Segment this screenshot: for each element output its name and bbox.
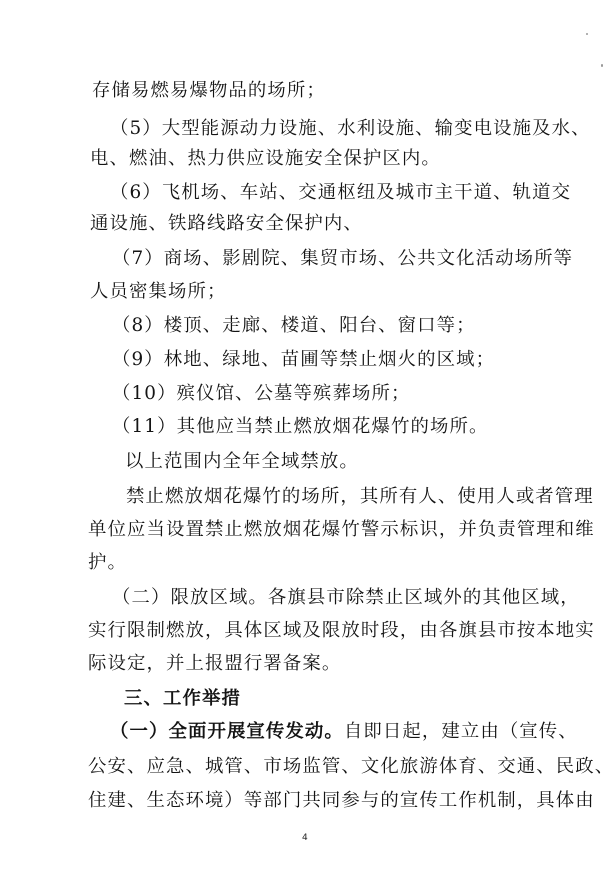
text-line: 存储易燃易爆物品的场所；	[92, 80, 326, 101]
text-line: 禁止燃放烟花爆竹的场所，其所有人、使用人或者管理	[126, 486, 594, 507]
text-line: 实行限制燃放，具体区域及限放时段，由各旗县市按本地实	[88, 620, 595, 641]
text-line: 护。	[88, 552, 127, 573]
text-line: （10）殡仪馆、公墓等殡葬场所；	[112, 383, 411, 404]
text-line: 电、燃油、热力供应设施安全保护区内。	[90, 148, 441, 169]
scan-speck	[601, 64, 603, 67]
text-line: 公安、应急、城管、市场监管、文化旅游体育、交通、民政、	[88, 756, 615, 777]
text-line: （11）其他应当禁止燃放烟花爆竹的场所。	[112, 416, 489, 437]
text-line: 通设施、铁路线路安全保护内、	[90, 213, 363, 234]
text-line: 单位应当设置禁止燃放烟花爆竹警示标识，并负责管理和维	[88, 519, 595, 540]
text-line: （二）限放区域。各旗县市除禁止区域外的其他区域，	[112, 587, 580, 608]
text-line: （5）大型能源动力设施、水利设施、输变电设施及水、	[110, 118, 591, 139]
section-heading: 三、工作举措	[124, 688, 241, 709]
lead-continuation: 自即日起，建立由（宣传、	[343, 721, 578, 742]
text-line: 际设定，并上报盟行署备案。	[88, 653, 342, 674]
text-line: 人员密集场所；	[90, 281, 227, 302]
text-line: 以上范围内全年全域禁放。	[125, 451, 359, 472]
text-line: （9）林地、绿地、苗圃等禁止烟火的区域；	[112, 349, 496, 370]
text-line: （6）飞机场、车站、交通枢纽及城市主干道、轨道交	[110, 182, 572, 203]
text-line-with-lead	[110, 721, 578, 743]
bold-lead: （一）全面开展宣传发动。	[110, 721, 344, 742]
text-line: 住建、生态环境）等部门共同参与的宣传工作机制，具体由	[88, 790, 595, 811]
scan-speck	[586, 33, 588, 35]
page-number: 4	[302, 833, 308, 843]
text-line: （7）商场、影剧院、集贸市场、公共文化活动场所等	[112, 248, 574, 269]
text-line: （8）楼顶、走廊、楼道、阳台、窗口等；	[112, 315, 476, 336]
